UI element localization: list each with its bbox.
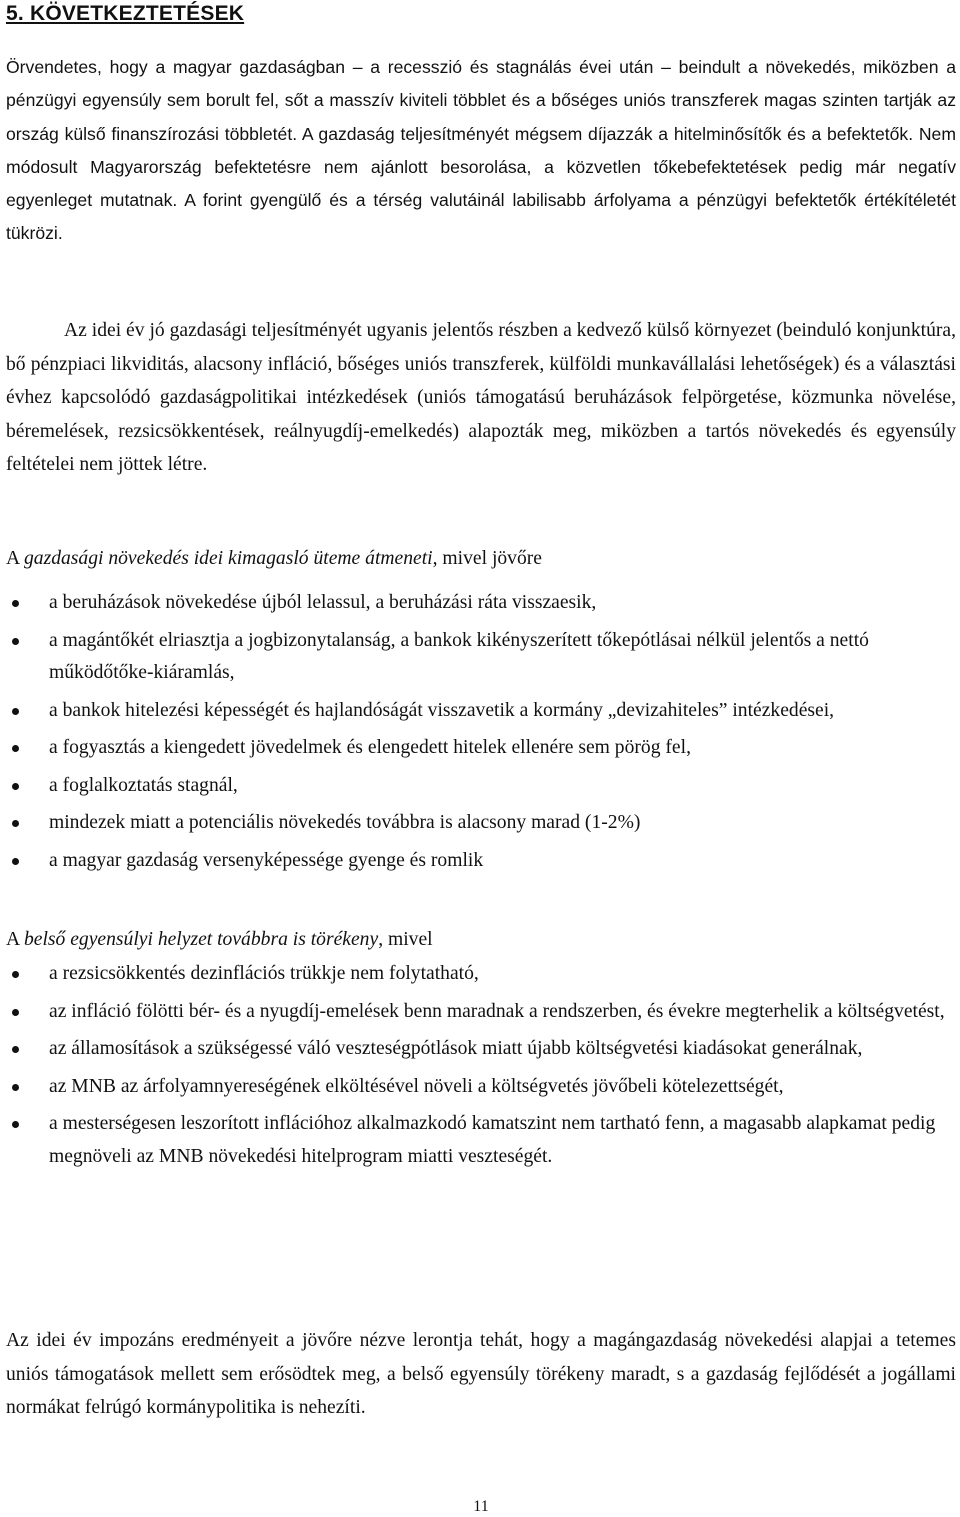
balance-lead-suffix: , mivel: [378, 929, 433, 950]
growth-lead-prefix: A: [6, 548, 24, 569]
balance-lead-sentence: [6, 924, 433, 956]
document-page: [6, 0, 956, 1517]
growth-lead-suffix: , mivel jövőre: [432, 548, 542, 569]
intro-paragraph: Örvendetes, hogy a magyar gazdaságban – a recesszió és stagnálás évei után – beindult a növekedés, miközben a pénzügyi egyensúly sem borult fel, sőt a masszív kiviteli többlet és a bőséges uniós transzferek magas szinten tartják az ország külső finanszírozási többletét. A gazdaság teljesítményét mégsem díjazzák a hitelminősítők és a befektetők. Nem módosult Magyarország befektetésre nem ajánlott besorolása, a közvetlen tőkebefektetések pedig már negatív egyenleget mutatnak. A forint gyengülő és a térség valutáinál labilisabb árfolyama a pénzügyi befektetők értékítéletét tükrözi.: [6, 57, 956, 244]
list-item: a magyar gazdaság versenyképessége gyenge és romlik: [6, 845, 956, 878]
context-paragraph: Az idei év jó gazdasági teljesítményét ugyanis jelentős részben a kedvező külső környezet (beinduló konjunktúra, bő pénzpiaci likviditás, alacsony infláció, bőséges uniós transzferek, külföldi munkavállalási lehetőségek) és a választási évhez kapcsolódó gazdaságpolitikai intézkedések (uniós támogatású beruházások felpörgetése, közmunka növelése, béremelések, rezsicsökkentések, reálnyugdíj-emelkedés) alapozták meg, miközben a tartós növekedés és egyensúly feltételei nem jöttek létre.: [6, 320, 956, 475]
list-item: az MNB az árfolyamnyereségének elköltésével növeli a költségvetés jövőbeli kötelezettségét,: [6, 1071, 956, 1104]
growth-bullet-list: [6, 587, 956, 882]
balance-bullet-list: [6, 958, 956, 1178]
list-item: a mesterségesen leszorított inflációhoz alkalmazkodó kamatszint nem tartható fenn, a magasabb alapkamat pedig megnöveli az MNB növekedési hitelprogram miatti veszteségét.: [6, 1108, 956, 1173]
growth-lead-emphasis: gazdasági növekedés idei kimagasló üteme átmeneti: [23, 548, 433, 569]
page-number: 11: [473, 1498, 489, 1515]
list-item: az infláció fölötti bér- és a nyugdíj-emelések benn maradnak a rendszerben, és évekre megterhelik a költségvetést,: [6, 996, 956, 1029]
conclusion-paragraph: Az idei év impozáns eredményeit a jövőre nézve lerontja tehát, hogy a magángazdaság növekedési alapjai a tetemes uniós támogatások mellett sem erősödtek meg, a belső egyensúly törékeny maradt, s a gazdaság fejlődését a jogállami normákat felrúgó kormánypolitika is nehezíti.: [6, 1330, 956, 1418]
list-item: a bankok hitelezési képességét és hajlandóságát visszavetik a kormány „devizahiteles” intézkedései,: [6, 695, 956, 728]
list-item: a rezsicsökkentés dezinflációs trükkje nem folytatható,: [6, 958, 956, 991]
balance-lead-prefix: A: [6, 929, 24, 950]
list-item: mindezek miatt a potenciális növekedés továbbra is alacsony marad (1-2%): [6, 807, 956, 840]
balance-lead-emphasis: belső egyensúlyi helyzet továbbra is törékeny: [23, 929, 379, 950]
list-item: a foglalkoztatás stagnál,: [6, 770, 956, 803]
list-item: az államosítások a szükségessé váló veszteségpótlások miatt újabb költségvetési kiadásokat generálnak,: [6, 1033, 956, 1066]
list-item: a beruházások növekedése újból lelassul, a beruházási ráta visszaesik,: [6, 587, 956, 620]
list-item: a magántőkét elriasztja a jogbizonytalanság, a bankok kikényszerített tőkepótlásai nélkül jelentős a nettó működőtőke-kiáramlás,: [6, 625, 956, 690]
section-heading: 5. KÖVETKEZTETÉSEK: [6, 2, 245, 25]
list-item: a fogyasztás a kiengedett jövedelmek és elengedett hitelek ellenére sem pörög fel,: [6, 732, 956, 765]
growth-lead-sentence: [6, 543, 542, 575]
